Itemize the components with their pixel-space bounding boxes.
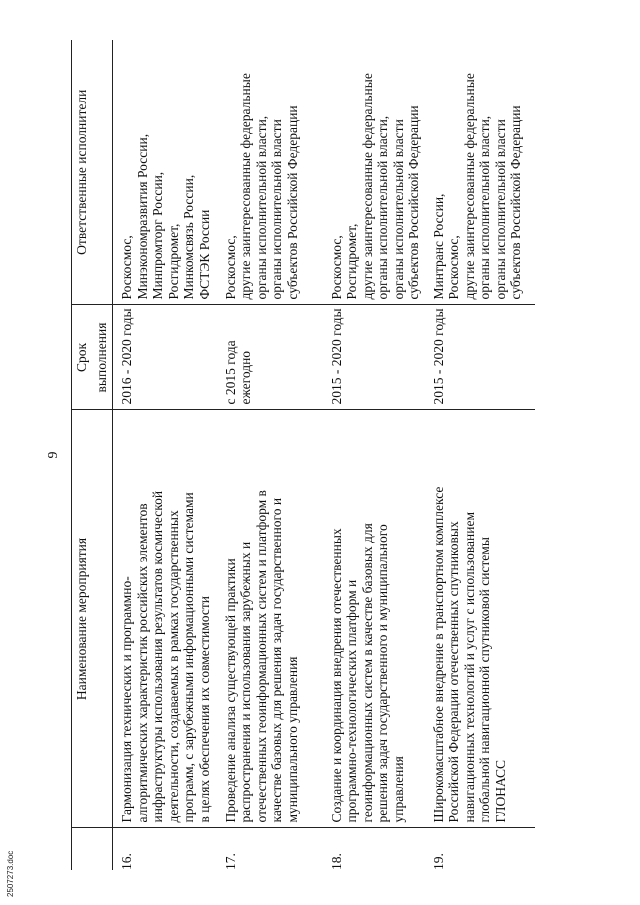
- row-name-line: Создание и координация внедрения отечественных: [328, 528, 344, 823]
- row-executors-line: органы исполнительной власти,: [253, 115, 269, 300]
- row-executors-line: другие заинтересованные федеральные: [359, 73, 375, 300]
- row-executors-line: органы исполнительной власти: [269, 119, 284, 300]
- row-executors-line: органы исполнительной власти,: [477, 115, 492, 300]
- row-deadline: [217, 305, 323, 410]
- row-executors-line: Роскосмос,: [328, 235, 344, 300]
- row-name-line: муниципального управления: [284, 656, 300, 823]
- row-number: 17.: [222, 853, 238, 870]
- row-executors-line: Минкомсвязь России,: [181, 174, 196, 300]
- row-name-line: геоинформационных систем в качестве базовых для: [359, 523, 375, 823]
- row-name-line: распространения и использования зарубежных и: [238, 541, 253, 823]
- row-executors-line: субъектов Российской Федерации: [508, 105, 523, 300]
- table-row: [113, 40, 217, 870]
- row-deadline: [113, 305, 217, 410]
- measures-table: [71, 40, 535, 870]
- row-executors: [217, 40, 323, 305]
- row-executors-line: органы исполнительной власти,: [375, 115, 390, 300]
- row-name: [425, 410, 535, 828]
- row-executors-line: Роскосмос,: [119, 235, 134, 300]
- row-name-line: программ, с зарубежными информационными системами: [181, 492, 196, 823]
- footer-file-code-text: 2507273.doc: [6, 850, 15, 897]
- table-header-row: [72, 40, 113, 870]
- row-name-line: программно-технологических платформ и: [344, 579, 359, 823]
- row-name-line: Российской Федерации отечественных спутниковых: [446, 521, 461, 823]
- row-number: 16.: [119, 853, 134, 870]
- row-name-line: отечественных геоинформационных систем и платформ в: [253, 490, 269, 823]
- row-name-line: алгоритмических характеристик российских элементов: [134, 503, 150, 823]
- row-executors-line: Росгидромет,: [344, 223, 359, 300]
- row-number: 18.: [328, 853, 344, 870]
- row-name-line: инфраструктуры использования результатов космической: [150, 490, 165, 823]
- header-deadline: Срок выполнения: [72, 305, 113, 410]
- row-deadline: [425, 305, 535, 410]
- row-name-line: в целях обеспечения их совместимости: [196, 596, 212, 823]
- page-number: 9: [46, 451, 61, 459]
- row-name-line: навигационных технологий и услуг с использованием: [461, 512, 477, 823]
- row-name-line: решения задач государственного и муниципального: [375, 524, 390, 823]
- row-name-line: Гармонизация технических и программно-: [119, 576, 134, 823]
- row-name-line: Проведение анализа существующей практики: [222, 558, 238, 823]
- row-executors-line: другие заинтересованные федеральные: [461, 73, 477, 300]
- row-executors: [425, 40, 535, 305]
- row-deadline-line: с 2015 года: [222, 340, 238, 405]
- row-name-line: ГЛОНАСС: [492, 759, 508, 823]
- row-executors-line: Роскосмос,: [222, 235, 238, 300]
- table-row: [217, 40, 323, 870]
- row-executors: [113, 40, 217, 305]
- row-name-line: деятельности, создаваемых в рамках государственных: [165, 510, 181, 823]
- row-executors-line: Минпромторг России,: [150, 171, 165, 300]
- row-number: 19.: [430, 853, 446, 870]
- row-executors-line: органы исполнительной власти: [390, 119, 406, 300]
- row-deadline-line: 2016 - 2020 годы: [119, 308, 134, 405]
- row-executors-line: Минэкономразвития России,: [134, 133, 150, 300]
- row-name-line: управления: [390, 756, 406, 823]
- row-name: [217, 410, 323, 828]
- row-executors-line: Росгидромет,: [165, 223, 181, 300]
- row-executors: [323, 40, 425, 305]
- row-deadline-line: 2015 - 2020 годы: [430, 308, 446, 405]
- row-name-line: Широкомасштабное внедрение в транспортном комплексе: [430, 486, 446, 823]
- row-deadline: [323, 305, 425, 410]
- row-executors-line: другие заинтересованные федеральные: [238, 73, 253, 300]
- footer-file-code: [6, 847, 18, 897]
- header-executors: Ответственные исполнители: [72, 40, 113, 305]
- row-executors-line: субъектов Российской Федерации: [284, 105, 300, 300]
- row-name: [113, 410, 217, 828]
- table-row: [425, 40, 535, 870]
- rotated-page: [45, 40, 523, 870]
- row-executors-line: Минтранс России,: [430, 193, 446, 300]
- header-name: Наименование мероприятия: [72, 410, 113, 828]
- table-body: [113, 40, 535, 870]
- row-executors-line: органы исполнительной власти: [492, 119, 508, 300]
- row-name-line: качестве базовых для решения задач государственного и: [269, 497, 284, 823]
- row-executors-line: субъектов Российской Федерации: [406, 105, 421, 300]
- header-number: [72, 828, 113, 870]
- row-name-line: глобальной навигационной спутниковой системы: [477, 537, 492, 823]
- row-name: [323, 410, 425, 828]
- row-executors-line: ФСТЭК России: [196, 209, 212, 300]
- row-deadline-line: 2015 - 2020 годы: [328, 308, 344, 405]
- table-row: [323, 40, 425, 870]
- row-deadline-line: ежегодно: [238, 350, 253, 405]
- row-executors-line: Роскосмос,: [446, 235, 461, 300]
